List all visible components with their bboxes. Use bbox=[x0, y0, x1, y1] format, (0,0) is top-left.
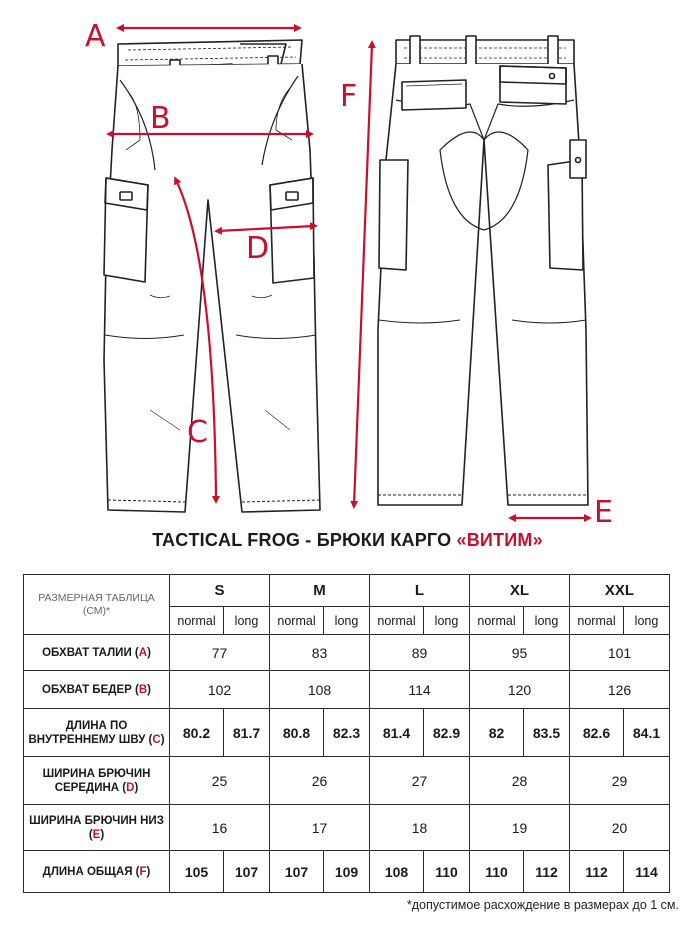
table-cell: 109 bbox=[324, 851, 370, 893]
table-cell: 82 bbox=[470, 709, 524, 757]
front-pants-drawing bbox=[104, 40, 320, 512]
variant-normal: normal bbox=[570, 607, 624, 635]
table-cell: 16 bbox=[170, 805, 270, 851]
table-cell: 26 bbox=[270, 757, 370, 805]
table-cell: 25 bbox=[170, 757, 270, 805]
label-b: B bbox=[150, 101, 171, 136]
table-cell: 82.9 bbox=[424, 709, 470, 757]
table-corner-label: РАЗМЕРНАЯ ТАБЛИЦА (СМ)* bbox=[24, 575, 170, 635]
label-d: D bbox=[246, 231, 270, 266]
table-cell: 89 bbox=[370, 635, 470, 671]
table-cell: 112 bbox=[570, 851, 624, 893]
table-row bbox=[24, 851, 670, 893]
table-cell: 83 bbox=[270, 635, 370, 671]
table-row bbox=[24, 805, 670, 851]
table-cell: 95 bbox=[470, 635, 570, 671]
variant-long: long bbox=[424, 607, 470, 635]
table-cell: 17 bbox=[270, 805, 370, 851]
table-cell: 83.5 bbox=[524, 709, 570, 757]
table-cell: 80.8 bbox=[270, 709, 324, 757]
footnote: *допустимое расхождение в размерах до 1 см. bbox=[406, 898, 679, 912]
table-cell: 126 bbox=[570, 671, 670, 709]
title-prefix: TACTICAL FROG - БРЮКИ КАРГО bbox=[152, 530, 457, 550]
back-pants-drawing bbox=[378, 36, 588, 505]
table-cell: 27 bbox=[370, 757, 470, 805]
table-cell: 84.1 bbox=[624, 709, 670, 757]
variant-long: long bbox=[524, 607, 570, 635]
size-table bbox=[23, 574, 670, 893]
variant-normal: normal bbox=[470, 607, 524, 635]
label-c: C bbox=[187, 415, 208, 450]
table-cell: 102 bbox=[170, 671, 270, 709]
table-row bbox=[24, 635, 670, 671]
table-cell: 110 bbox=[470, 851, 524, 893]
table-cell: 81.7 bbox=[224, 709, 270, 757]
label-a: A bbox=[85, 19, 106, 54]
page-title bbox=[0, 530, 695, 551]
table-cell: 18 bbox=[370, 805, 470, 851]
table-cell: 20 bbox=[570, 805, 670, 851]
table-cell: 101 bbox=[570, 635, 670, 671]
table-cell: 77 bbox=[170, 635, 270, 671]
size-xl-header: XL bbox=[470, 575, 570, 607]
table-cell: 81.4 bbox=[370, 709, 424, 757]
table-cell: 114 bbox=[624, 851, 670, 893]
table-cell: 107 bbox=[270, 851, 324, 893]
table-row bbox=[24, 757, 670, 805]
label-f: F bbox=[340, 79, 358, 114]
title-product-name: «ВИТИМ» bbox=[456, 530, 543, 550]
size-header-row bbox=[24, 575, 670, 607]
table-row bbox=[24, 709, 670, 757]
row-label-hips: ОБХВАТ БЕДЕР (B) bbox=[24, 671, 170, 709]
table-cell: 120 bbox=[470, 671, 570, 709]
table-cell: 19 bbox=[470, 805, 570, 851]
table-cell: 80.2 bbox=[170, 709, 224, 757]
variant-normal: normal bbox=[170, 607, 224, 635]
table-cell: 105 bbox=[170, 851, 224, 893]
table-cell: 114 bbox=[370, 671, 470, 709]
variant-long: long bbox=[224, 607, 270, 635]
variant-long: long bbox=[624, 607, 670, 635]
label-e: E bbox=[594, 495, 613, 530]
table-cell: 107 bbox=[224, 851, 270, 893]
row-label-leg-width-bottom: ШИРИНА БРЮЧИН НИЗ (E) bbox=[24, 805, 170, 851]
table-cell: 108 bbox=[370, 851, 424, 893]
row-label-leg-width-mid: ШИРИНА БРЮЧИН СЕРЕДИНА (D) bbox=[24, 757, 170, 805]
size-l-header: L bbox=[370, 575, 470, 607]
size-s-header: S bbox=[170, 575, 270, 607]
table-cell: 82.3 bbox=[324, 709, 370, 757]
variant-long: long bbox=[324, 607, 370, 635]
table-cell: 108 bbox=[270, 671, 370, 709]
table-cell: 29 bbox=[570, 757, 670, 805]
row-label-total-length: ДЛИНА ОБЩАЯ (F) bbox=[24, 851, 170, 893]
table-cell: 112 bbox=[524, 851, 570, 893]
variant-normal: normal bbox=[270, 607, 324, 635]
size-xxl-header: XXL bbox=[570, 575, 670, 607]
table-cell: 28 bbox=[470, 757, 570, 805]
row-label-inseam: ДЛИНА ПО ВНУТРЕННЕМУ ШВУ (C) bbox=[24, 709, 170, 757]
size-m-header: M bbox=[270, 575, 370, 607]
table-row bbox=[24, 671, 670, 709]
row-label-waist: ОБХВАТ ТАЛИИ (A) bbox=[24, 635, 170, 671]
table-cell: 110 bbox=[424, 851, 470, 893]
table-cell: 82.6 bbox=[570, 709, 624, 757]
variant-normal: normal bbox=[370, 607, 424, 635]
